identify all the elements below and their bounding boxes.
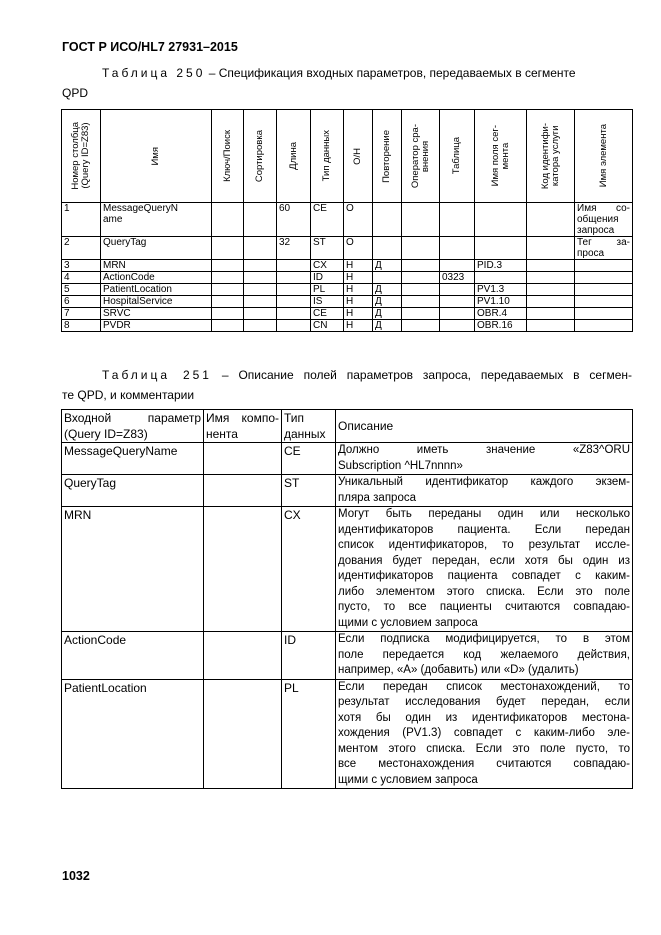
table-cell: [575, 260, 633, 272]
table-cell: ST: [311, 237, 344, 260]
table-cell: [440, 296, 475, 308]
col-header-11: Имя поля сег- мента: [475, 110, 527, 203]
table-cell: PatientLocation: [101, 284, 212, 296]
table-cell: 60: [277, 203, 311, 237]
table-cell: Д: [373, 296, 402, 308]
table-cell: [244, 320, 277, 332]
description-cell: Могут быть переданы один или несколько идентификаторов пациента. Если передан список идентификаторов, то результат иссле- дования будет передан, если хотя бы один из идентификаторов пациента совпадет с каким- либо элементом этого списка. Если это поле пусто, то все пациенты считаются совпадаю- щими с условием запроса: [336, 507, 633, 632]
table-cell: CE: [311, 203, 344, 237]
table-cell: Д: [373, 320, 402, 332]
table-cell: [527, 237, 575, 260]
component-cell: [204, 443, 282, 475]
table-row: [62, 203, 633, 237]
table-cell: ActionCode: [101, 272, 212, 284]
table-cell: [277, 284, 311, 296]
table-251-title-tail: те QPD, и комментарии: [62, 388, 195, 402]
table-cell: [440, 320, 475, 332]
table-cell: [402, 260, 440, 272]
table-cell: Н: [344, 296, 373, 308]
table-cell: [277, 308, 311, 320]
table-cell: 0323: [440, 272, 475, 284]
table-cell: Н: [344, 284, 373, 296]
table-cell: [527, 320, 575, 332]
table-cell: [277, 296, 311, 308]
table-row: [62, 284, 633, 296]
table-cell: [244, 284, 277, 296]
table-cell: [373, 203, 402, 237]
table-cell: [440, 260, 475, 272]
page-number: 1032: [62, 869, 90, 883]
table-cell: [244, 308, 277, 320]
table-cell: [277, 272, 311, 284]
table-cell: PV1.3: [475, 284, 527, 296]
table-cell: [440, 237, 475, 260]
table-row: [62, 260, 633, 272]
table-cell: [402, 272, 440, 284]
table-cell: [244, 260, 277, 272]
table-cell: [212, 296, 244, 308]
component-cell: [204, 679, 282, 789]
col-header-7: О/Н: [344, 110, 373, 203]
table-cell: [212, 203, 244, 237]
table-cell: О: [344, 237, 373, 260]
table-cell: Н: [344, 272, 373, 284]
table-cell: [373, 237, 402, 260]
table-cell: [527, 296, 575, 308]
document-header: ГОСТ Р ИСО/HL7 27931–2015: [62, 40, 238, 54]
table-cell: PID.3: [475, 260, 527, 272]
table-cell: [244, 237, 277, 260]
datatype-cell: CX: [282, 507, 336, 632]
table-250-header-row: [62, 110, 633, 203]
description-cell: Если передан список местонахождений, то результат исследования будет передан, если хотя бы один из идентификаторов местона- хождения (PV1.3) совпадет с каким-либо эле- ментом этого списка. Если это поле пусто, то все местонахождения считаются совпадаю- щими с условием запроса: [336, 679, 633, 789]
table-cell: [527, 308, 575, 320]
table-row: [62, 507, 633, 632]
param-cell: MRN: [62, 507, 204, 632]
table-cell: [277, 260, 311, 272]
table-row: [62, 237, 633, 260]
table-cell: Н: [344, 260, 373, 272]
table-cell: 3: [62, 260, 101, 272]
table-row: [62, 272, 633, 284]
table-row: [62, 632, 633, 680]
datatype-cell: ST: [282, 475, 336, 507]
table-cell: PL: [311, 284, 344, 296]
datatype-cell: CE: [282, 443, 336, 475]
col-header-4: Сортировка: [244, 110, 277, 203]
component-cell: [204, 632, 282, 680]
table-cell: 32: [277, 237, 311, 260]
param-cell: PatientLocation: [62, 679, 204, 789]
col-header-1: Номер столбца (Query ID=Z83): [62, 110, 101, 203]
description-cell: Должно иметь значение «Z83^ORU Subscription ^HL7nnnn»: [336, 443, 633, 475]
table-cell: [440, 284, 475, 296]
component-cell: [204, 507, 282, 632]
table-cell: Н: [344, 308, 373, 320]
table-cell: [212, 260, 244, 272]
table-cell: OBR.16: [475, 320, 527, 332]
table-cell: 8: [62, 320, 101, 332]
table-cell: 5: [62, 284, 101, 296]
param-cell: QueryTag: [62, 475, 204, 507]
table-cell: [475, 237, 527, 260]
table-cell: [440, 308, 475, 320]
table-250-title: – Спецификация входных параметров, передаваемых в сегменте: [208, 66, 576, 80]
table-cell: QueryTag: [101, 237, 212, 260]
table-cell: Н: [344, 320, 373, 332]
table-251-label: Таблица 251: [102, 368, 212, 382]
col-header-8: Повторение: [373, 110, 402, 203]
table-cell: [402, 308, 440, 320]
table-row: [62, 679, 633, 789]
table-250-title-tail: QPD: [62, 86, 89, 100]
table-cell: [575, 296, 633, 308]
table-cell: [402, 237, 440, 260]
table-250-label: Таблица 250: [102, 66, 206, 80]
table-cell: [373, 272, 402, 284]
table-cell: [575, 272, 633, 284]
table-cell: [527, 272, 575, 284]
component-cell: [204, 475, 282, 507]
table-cell: [212, 308, 244, 320]
table-row: [62, 308, 633, 320]
table-cell: [475, 272, 527, 284]
col-header-13: Имя элемента: [575, 110, 633, 203]
col-header-12: Код идентифи- катора услуги: [527, 110, 575, 203]
table-cell: [277, 320, 311, 332]
table-cell: MRN: [101, 260, 212, 272]
table-cell: 1: [62, 203, 101, 237]
table-cell: Д: [373, 308, 402, 320]
description-cell: Уникальный идентификатор каждого экзем- пляра запроса: [336, 475, 633, 507]
table-cell: [575, 284, 633, 296]
datatype-cell: PL: [282, 679, 336, 789]
table-250: [61, 109, 633, 332]
table-cell: CX: [311, 260, 344, 272]
table-cell: Тег за- проса: [575, 237, 633, 260]
table-row: [62, 296, 633, 308]
table-cell: [402, 203, 440, 237]
col-header-2: Имя: [101, 110, 212, 203]
col-header-6: Тип данных: [311, 110, 344, 203]
table-cell: IS: [311, 296, 344, 308]
table-cell: CE: [311, 308, 344, 320]
table-cell: MessageQueryN ame: [101, 203, 212, 237]
param-cell: ActionCode: [62, 632, 204, 680]
table-cell: 7: [62, 308, 101, 320]
table-cell: PVDR: [101, 320, 212, 332]
table-cell: Д: [373, 260, 402, 272]
table-cell: Д: [373, 284, 402, 296]
table-cell: OBR.4: [475, 308, 527, 320]
table-row: [62, 475, 633, 507]
param-cell: MessageQueryName: [62, 443, 204, 475]
table-cell: О: [344, 203, 373, 237]
table-cell: [527, 203, 575, 237]
table-cell: 4: [62, 272, 101, 284]
table-cell: [212, 320, 244, 332]
table-cell: [575, 308, 633, 320]
col-header-datatype: Тип данных: [282, 410, 336, 443]
col-header-10: Таблица: [440, 110, 475, 203]
table-cell: [402, 320, 440, 332]
table-cell: [244, 296, 277, 308]
table-251-title: – Описание полей параметров запроса, передаваемых в сегмен-: [221, 368, 633, 382]
table-cell: [527, 260, 575, 272]
description-cell: Если подписка модифицируется, то в этом поле передается код желаемого действия, например, «A» (добавить) или «D» (удалить): [336, 632, 633, 680]
table-cell: [212, 272, 244, 284]
table-cell: [440, 203, 475, 237]
table-250-caption: [62, 63, 632, 103]
col-header-9: Оператор сра- внения: [402, 110, 440, 203]
table-cell: [402, 296, 440, 308]
col-header-input-param: Входной параметр (Query ID=Z83): [62, 410, 204, 443]
table-251: [61, 409, 633, 789]
table-cell: [212, 237, 244, 260]
table-cell: Имя со- общения запроса: [575, 203, 633, 237]
table-cell: [212, 284, 244, 296]
table-row: [62, 320, 633, 332]
table-cell: PV1.10: [475, 296, 527, 308]
col-header-component: Имя компо- нента: [204, 410, 282, 443]
col-header-3: Ключ/Поиск: [212, 110, 244, 203]
table-cell: [244, 272, 277, 284]
table-cell: [402, 284, 440, 296]
col-header-5: Длина: [277, 110, 311, 203]
table-cell: [575, 320, 633, 332]
col-header-description: Описание: [336, 410, 633, 443]
table-cell: [244, 203, 277, 237]
table-251-header-row: [62, 410, 633, 443]
table-cell: HospitalService: [101, 296, 212, 308]
table-cell: 2: [62, 237, 101, 260]
table-cell: [475, 203, 527, 237]
table-cell: 6: [62, 296, 101, 308]
table-row: [62, 443, 633, 475]
table-cell: CN: [311, 320, 344, 332]
table-cell: SRVC: [101, 308, 212, 320]
datatype-cell: ID: [282, 632, 336, 680]
table-cell: [527, 284, 575, 296]
table-251-caption: [62, 365, 632, 405]
table-cell: ID: [311, 272, 344, 284]
